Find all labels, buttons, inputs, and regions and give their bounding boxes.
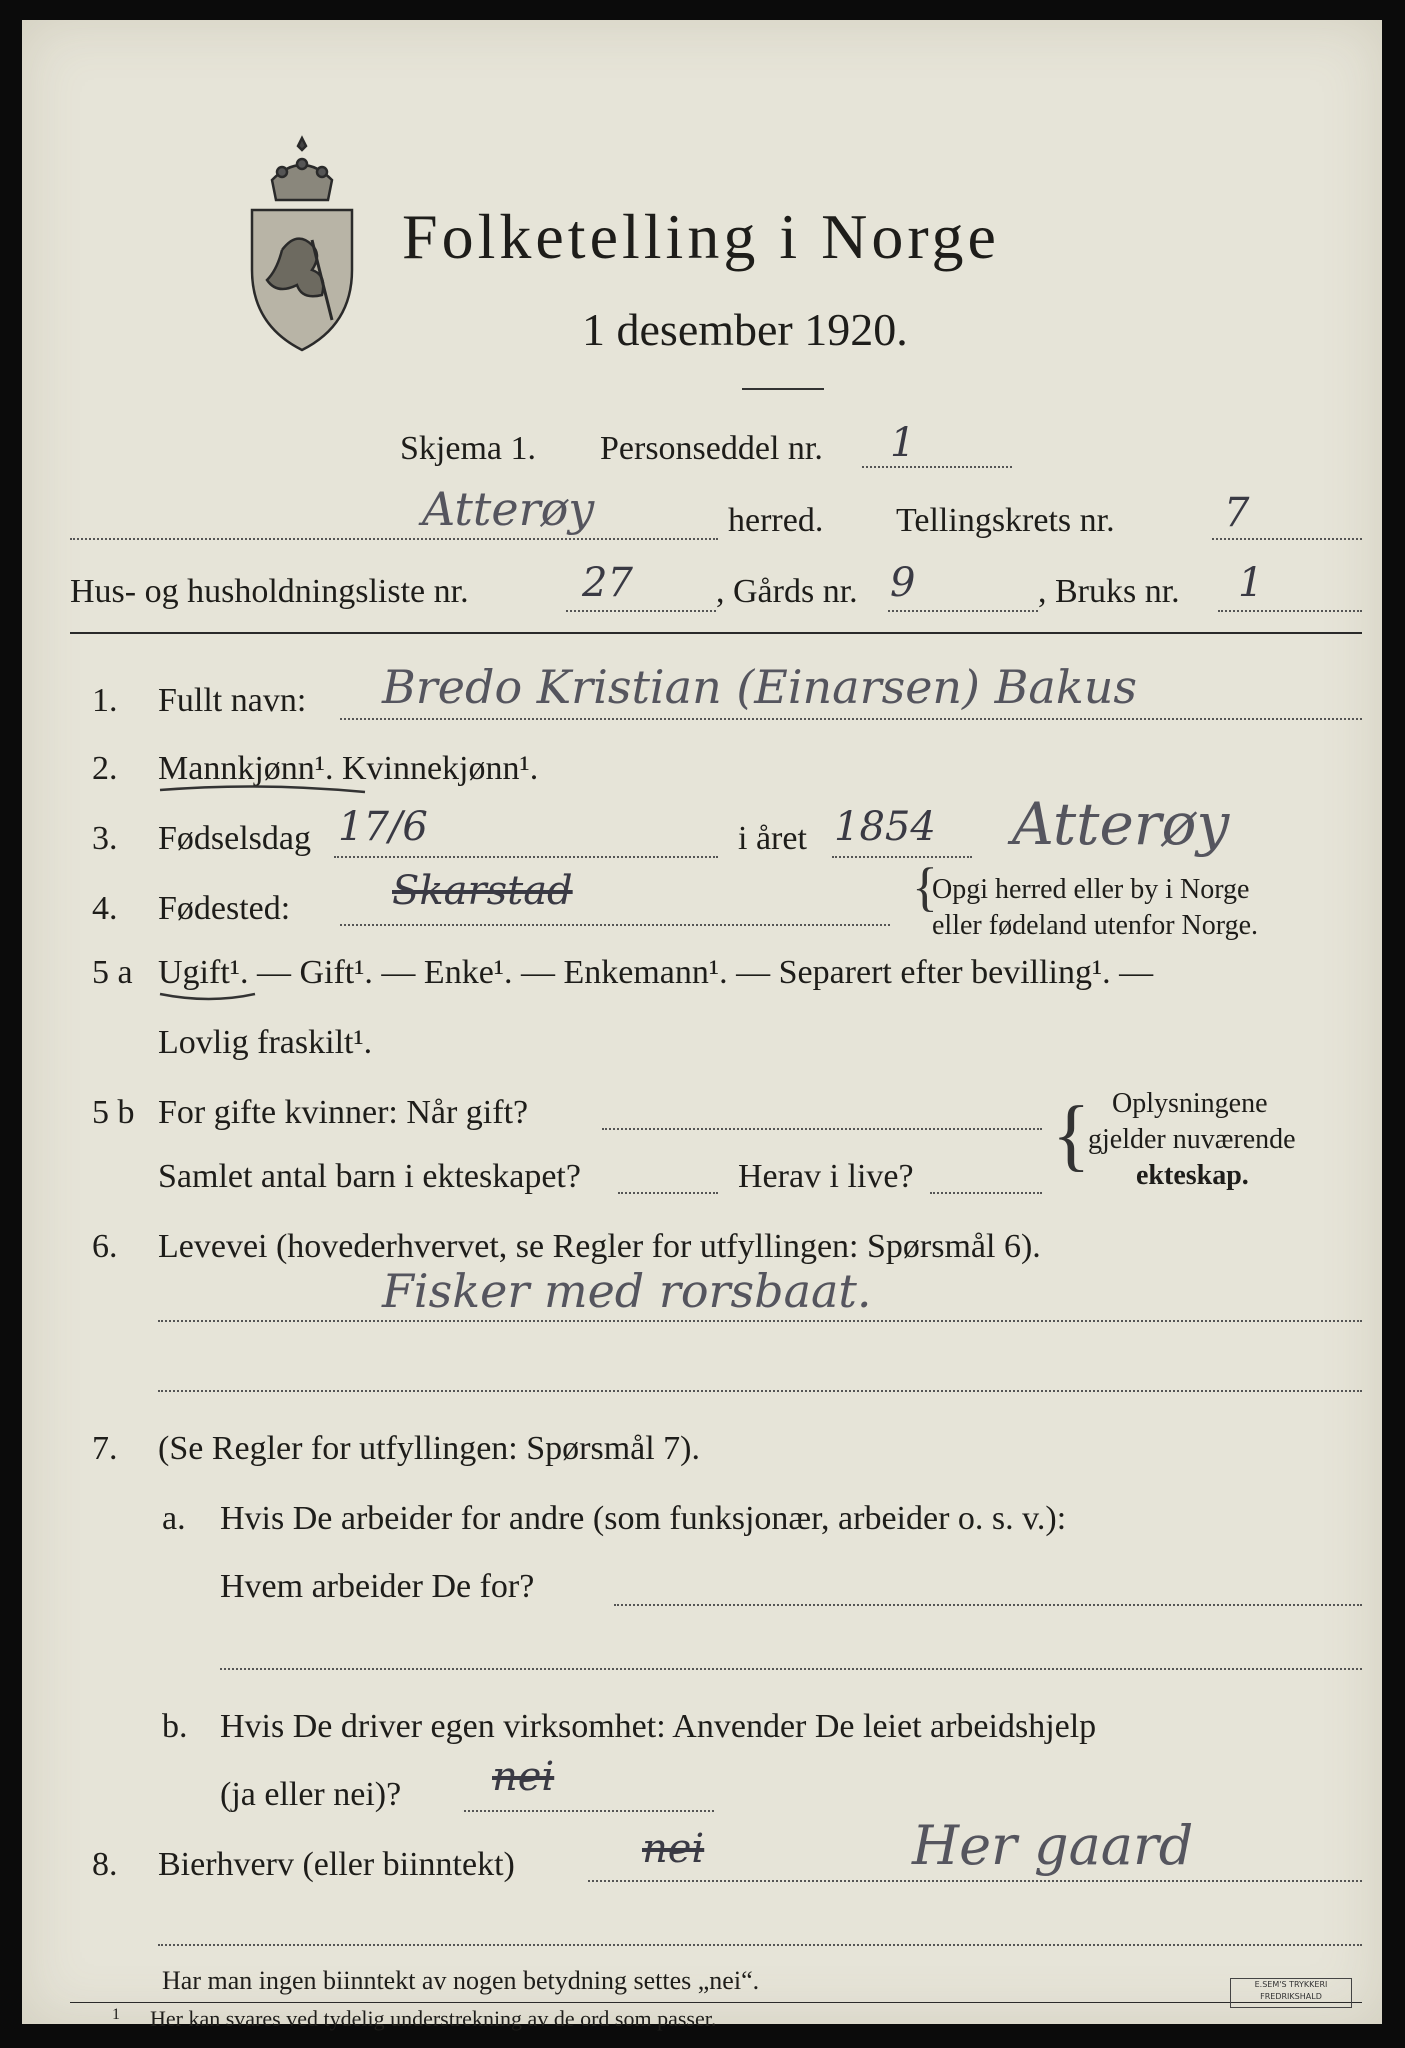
q2-label: Mannkjønn¹. Kvinnekjønn¹. (158, 750, 539, 787)
q5b-label-line2: Samlet antal barn i ekteskapet? (158, 1158, 581, 1195)
q5a-underline-mark (158, 988, 258, 1002)
gaards-label: , Gårds nr. (716, 573, 858, 610)
q4-label: Fødested: (158, 890, 291, 927)
norway-coat-of-arms-icon (242, 130, 362, 360)
q7a-field-line-2 (220, 1668, 1362, 1670)
q6-label: Levevei (hovederhvervet, se Regler for utfyllingen: Spørsmål 6). (158, 1228, 1041, 1265)
personseddel-value[interactable]: 1 (890, 420, 916, 466)
q3-year-label: i året (738, 820, 807, 857)
q2-number: 2. (92, 750, 118, 787)
q3-label: Fødselsdag (158, 820, 311, 857)
personseddel-field-line (862, 466, 1012, 468)
q3-value[interactable]: 17/6 (338, 804, 428, 850)
q4-field-line (340, 924, 890, 926)
q4-note-line1: Opgi herred eller by i Norge (932, 874, 1250, 905)
personseddel-label: Personseddel nr. (600, 430, 823, 467)
q3-margin-note: Atterøy (1012, 790, 1230, 858)
biinntekt-note: Har man ingen biinntekt av nogen betydning settes „nei“. (162, 1966, 760, 1995)
herred-value[interactable]: Atterøy (422, 482, 595, 536)
q3-year-field-line (832, 856, 972, 858)
q7b-label: Hvis De driver egen virksomhet: Anvender De leiet arbeidshjelp (220, 1708, 1097, 1745)
q5a-label: Ugift¹. — Gift¹. — Enke¹. — Enkemann¹. — Separert efter bevilling¹. — (158, 954, 1154, 991)
skjema-label: Skjema 1. (400, 430, 536, 467)
q5b-alive-field-line (930, 1192, 1042, 1194)
q1-number: 1. (92, 682, 118, 719)
census-date: 1 desember 1920. (582, 304, 908, 355)
page-title: Folketelling i Norge (402, 201, 1000, 272)
footnote-text: Her kan svares ved tydelig understrekning av de ord som passer. (150, 2006, 717, 2031)
q5a-number: 5 a (92, 954, 133, 991)
q7a-label-line2: Hvem arbeider De for? (220, 1568, 535, 1605)
q5b-label: For gifte kvinner: Når gift? (158, 1094, 529, 1131)
bruks-field-line (1218, 610, 1362, 612)
q7a-letter: a. (162, 1500, 186, 1537)
q8-label: Bierhverv (eller biinntekt) (158, 1846, 515, 1883)
q7-number: 7. (92, 1430, 118, 1467)
q1-value[interactable]: Bredo Kristian (Einarsen) Bakus (382, 660, 1137, 714)
q5b-children-field-line (618, 1192, 718, 1194)
footnote-marker: 1 (112, 2006, 120, 2023)
q3-number: 3. (92, 820, 118, 857)
q1-field-line (340, 718, 1362, 720)
hus-value[interactable]: 27 (582, 560, 633, 606)
q6-field-line-2 (158, 1390, 1362, 1392)
tellingskrets-label: Tellingskrets nr. (896, 502, 1115, 539)
q7b-field-line (464, 1810, 714, 1812)
q7a-field-line (614, 1604, 1362, 1606)
q5b-field-line (602, 1128, 1042, 1130)
q6-value[interactable]: Fisker med rorsbaat. (382, 1264, 872, 1318)
q4-brace: { (912, 857, 938, 917)
q3-year-value[interactable]: 1854 (834, 804, 936, 850)
q8-field-line-2 (158, 1944, 1362, 1946)
census-form-page (22, 20, 1382, 2031)
q4-note-line2: eller fødeland utenfor Norge. (932, 910, 1259, 941)
q5a-label-line2: Lovlig fraskilt¹. (158, 1024, 373, 1061)
q5b-note-line1: Oplysningene (1112, 1088, 1268, 1119)
title-divider (742, 388, 824, 390)
stamp-line1: E.SEM'S TRYKKERI (1254, 1980, 1328, 1989)
q4-value[interactable]: Skarstad (392, 868, 573, 914)
header-separator (70, 632, 1362, 634)
herred-label: herred. (728, 502, 824, 539)
q5b-label-line3: Herav i live? (738, 1158, 914, 1195)
q8-field-line (588, 1880, 1362, 1882)
hus-field-line (566, 610, 716, 612)
tellingskrets-value[interactable]: 7 (1224, 490, 1250, 536)
q3-field-line (334, 856, 718, 858)
q7-label: (Se Regler for utfyllingen: Spørsmål 7). (158, 1430, 701, 1467)
q8-value[interactable]: nei (642, 1826, 705, 1872)
herred-field-line (70, 538, 718, 540)
tellingskrets-field-line (1212, 538, 1362, 540)
q2-underline-mark (158, 782, 368, 796)
bruks-value[interactable]: 1 (1238, 560, 1264, 606)
q7a-label: Hvis De arbeider for andre (som funksjonær, arbeider o. s. v.): (220, 1500, 1067, 1537)
gaards-field-line (888, 610, 1038, 612)
q7b-letter: b. (162, 1708, 188, 1745)
q7b-label-line2: (ja eller nei)? (220, 1776, 402, 1813)
q5b-brace: { (1052, 1091, 1091, 1179)
footnote-separator (70, 2002, 1362, 2003)
bruks-label: , Bruks nr. (1038, 573, 1180, 610)
q5b-note-line3: ekteskap. (1136, 1160, 1249, 1191)
q6-field-line (158, 1320, 1362, 1322)
q8-margin-note: Her gaard (912, 1814, 1194, 1877)
q5b-note-line2: gjelder nuværende (1088, 1124, 1296, 1155)
q7b-value[interactable]: nei (492, 1754, 555, 1800)
gaards-value[interactable]: 9 (890, 560, 916, 606)
q4-number: 4. (92, 890, 118, 927)
stamp-line2: FREDRIKSHALD (1260, 1992, 1322, 2001)
q1-label: Fullt navn: (158, 682, 307, 719)
q5b-number: 5 b (92, 1094, 135, 1131)
q6-number: 6. (92, 1228, 118, 1265)
q8-number: 8. (92, 1846, 118, 1883)
printer-stamp (1230, 1978, 1352, 2008)
hus-label: Hus- og husholdningsliste nr. (70, 573, 469, 610)
